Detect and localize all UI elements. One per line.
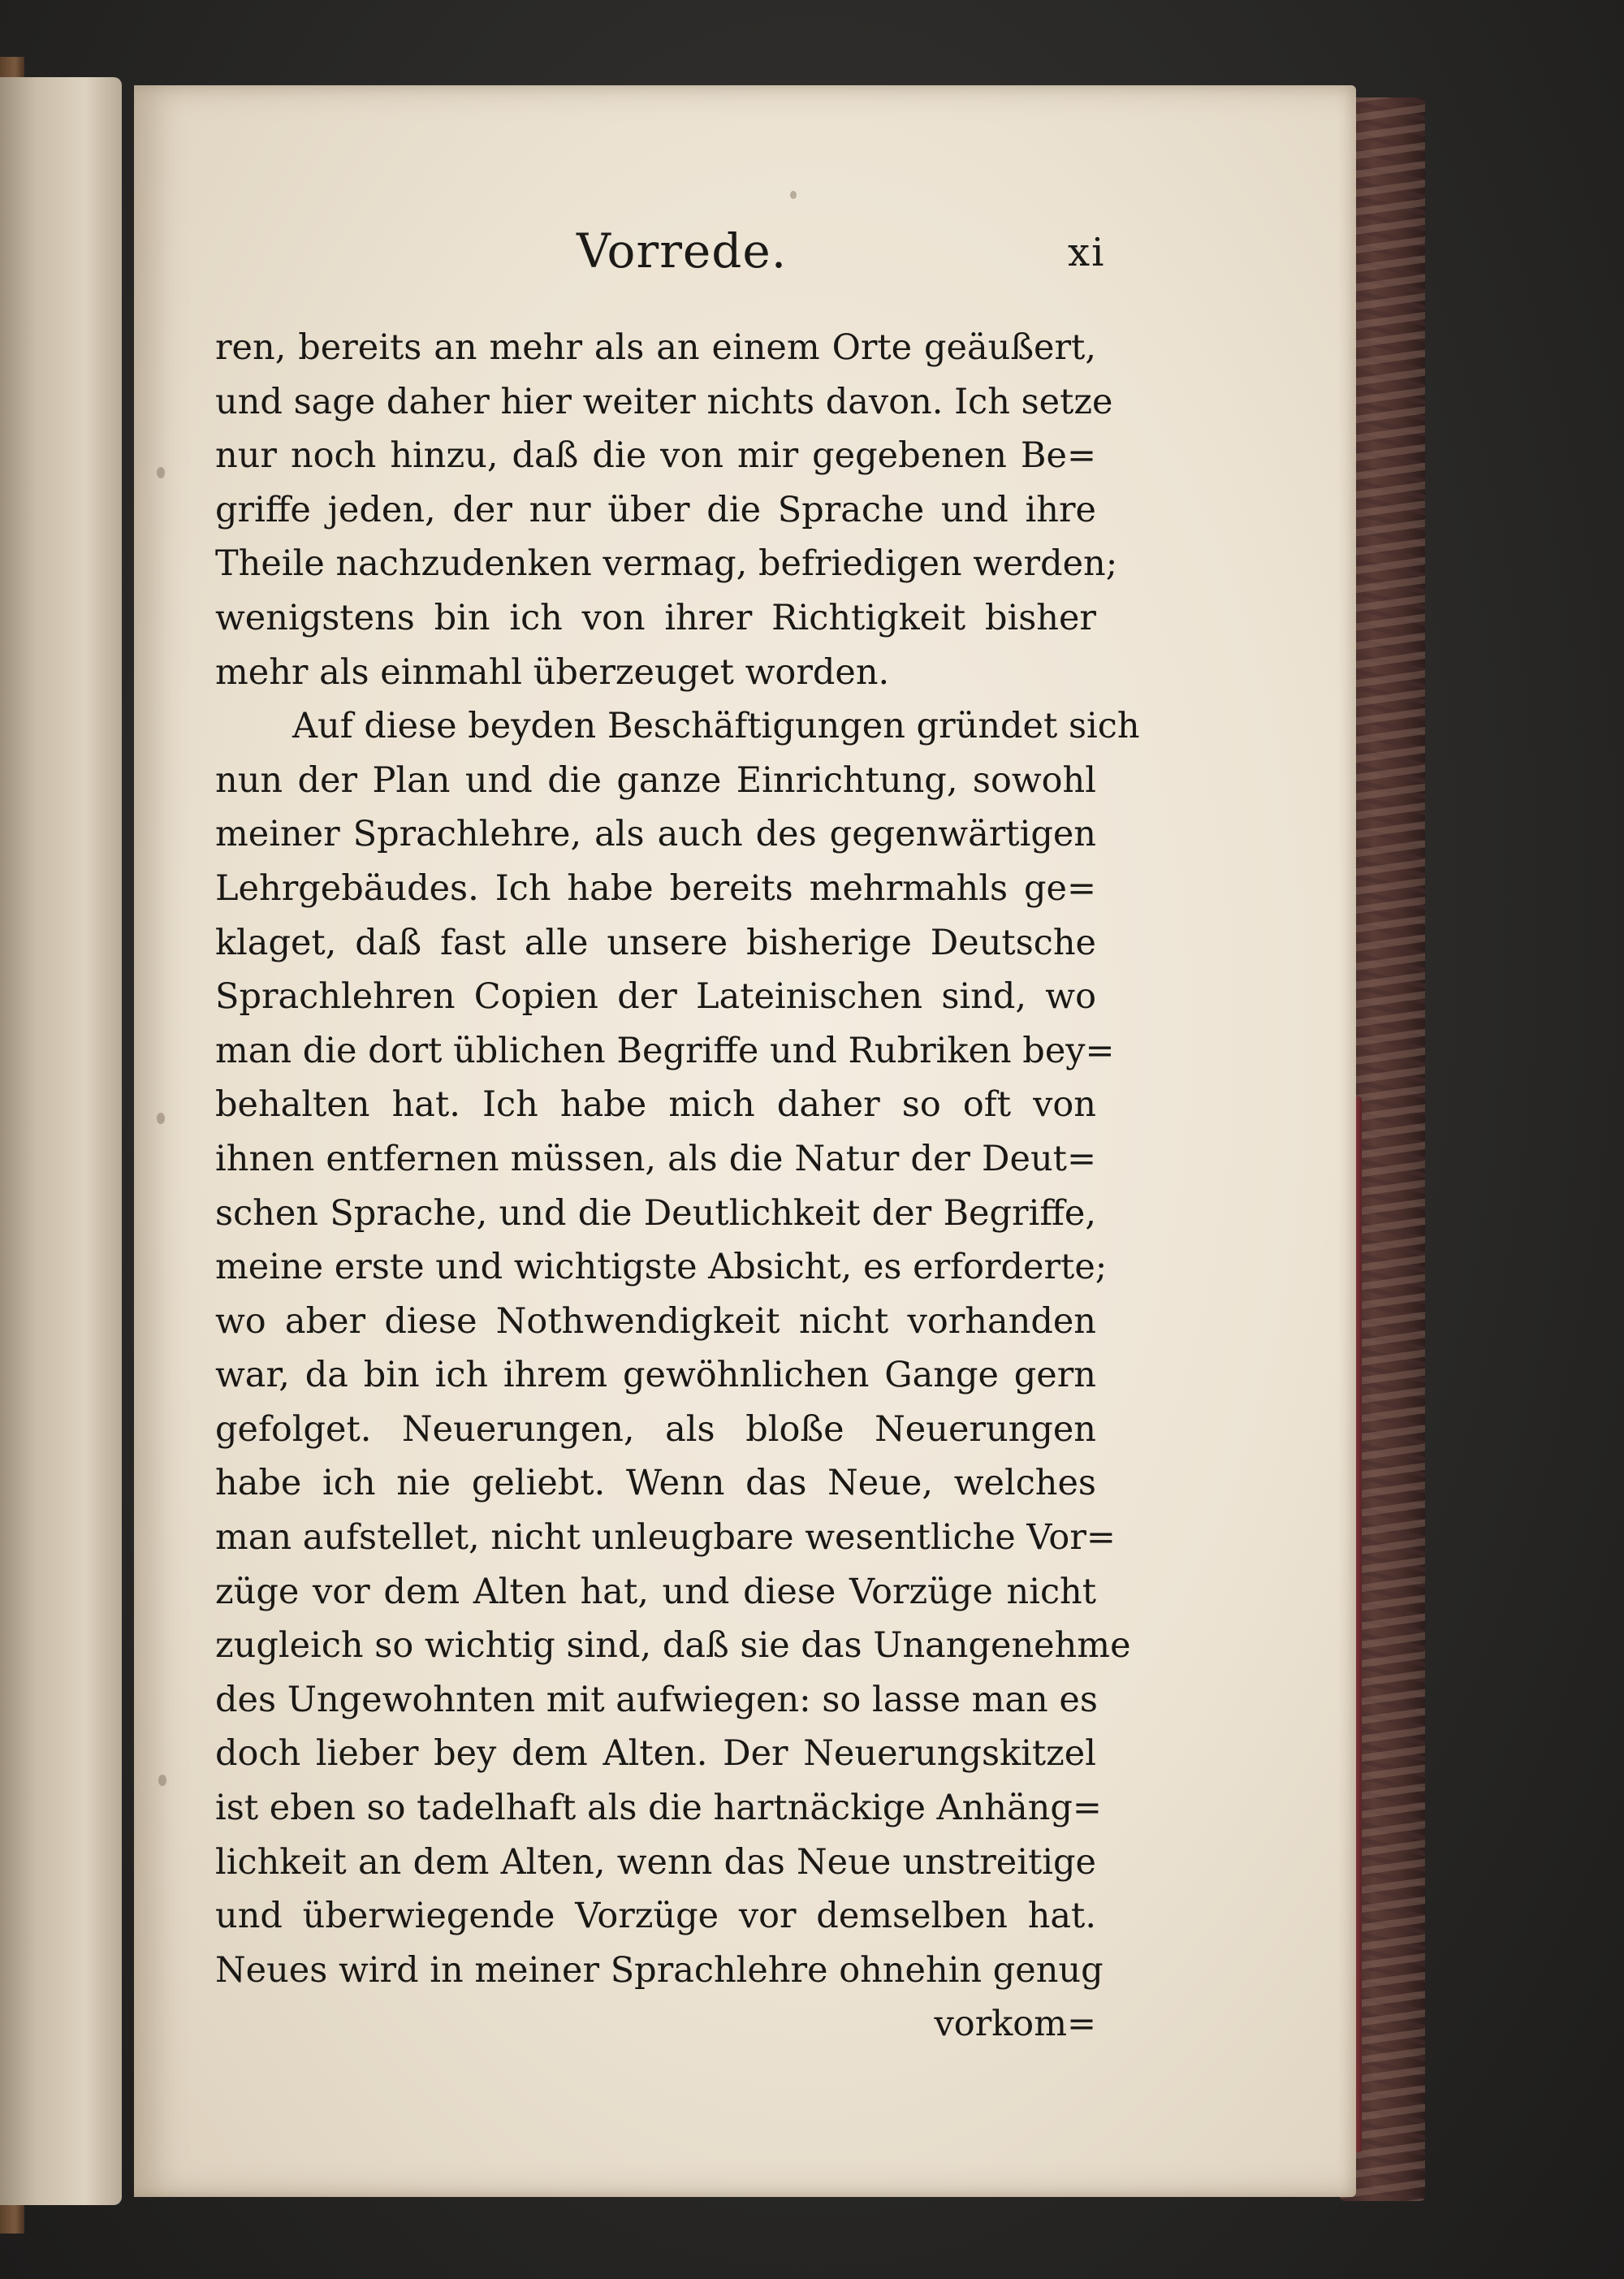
- ink-spot: [158, 1775, 166, 1786]
- text-line: nur noch hinzu, daß die von mir gegebenen Be=: [215, 435, 1096, 477]
- ink-spot: [157, 467, 165, 478]
- text-line: doch lieber bey dem Alten. Der Neuerungskitzel: [215, 1733, 1096, 1775]
- text-line: gefolget. Neuerungen, als bloße Neuerungen: [215, 1408, 1096, 1450]
- text-line: ihnen entfernen müssen, als die Natur der Deut=: [215, 1138, 1096, 1179]
- text-line: und überwiegende Vorzüge vor demselben hat.: [215, 1896, 1096, 1937]
- text-line: ren, bereits an mehr als an einem Orte geäußert,: [215, 327, 1096, 368]
- text-line: Sprachlehren Copien der Lateinischen sind, wo: [215, 976, 1096, 1018]
- page-number: xi: [1068, 230, 1106, 275]
- text-line: meine erste und wichtigste Absicht, es erforderte;: [215, 1247, 1108, 1288]
- book-page: [134, 85, 1356, 2197]
- text-line: klaget, daß fast alle unsere bisherige Deutsche: [215, 922, 1096, 963]
- text-line: lichkeit an dem Alten, wenn das Neue unstreitige: [215, 1841, 1096, 1883]
- text-line: zugleich so wichtig sind, daß sie das Unangenehme: [215, 1625, 1131, 1667]
- text-line: wo aber diese Nothwendigkeit nicht vorhanden: [215, 1300, 1096, 1342]
- text-line: Neues wird in meiner Sprachlehre ohnehin genug: [215, 1949, 1104, 1991]
- text-line: meiner Sprachlehre, als auch des gegenwärtigen: [215, 814, 1096, 855]
- ink-spot: [157, 1113, 165, 1124]
- page-header: [134, 223, 1356, 305]
- text-line: war, da bin ich ihrem gewöhnlichen Gange gern: [215, 1355, 1096, 1396]
- text-line: Lehrgebäudes. Ich habe bereits mehrmahls ge=: [215, 867, 1096, 909]
- text-line: wenigstens bin ich von ihrer Richtigkeit bisher: [215, 597, 1096, 638]
- text-line: schen Sprache, und die Deutlichkeit der Begriffe,: [215, 1192, 1096, 1234]
- text-line: man die dort üblichen Begriffe und Rubriken bey=: [215, 1030, 1115, 1071]
- text-line: des Ungewohnten mit aufwiegen: so lasse man es: [215, 1679, 1098, 1720]
- text-line: behalten hat. Ich habe mich daher so oft von: [215, 1084, 1096, 1126]
- text-line: griffe jeden, der nur über die Sprache und ihre: [215, 489, 1096, 530]
- body-text: [215, 321, 1140, 2052]
- text-line: Auf diese beyden Beschäftigungen gründet sich: [292, 706, 1140, 747]
- catchword: vorkom=: [934, 2004, 1096, 2045]
- text-line: ist eben so tadelhaft als die hartnäckige Anhäng=: [215, 1788, 1102, 1829]
- text-line: mehr als einmahl überzeuget worden.: [215, 651, 890, 693]
- text-line: züge vor dem Alten hat, und diese Vorzüge nicht: [215, 1571, 1096, 1612]
- text-line: man aufstellet, nicht unleugbare wesentliche Vor=: [215, 1517, 1116, 1559]
- text-line: habe ich nie geliebt. Wenn das Neue, welches: [215, 1463, 1096, 1504]
- text-line: und sage daher hier weiter nichts davon. Ich setze: [215, 381, 1113, 422]
- text-line: nun der Plan und die ganze Einrichtung, sowohl: [215, 759, 1096, 801]
- previous-page: [0, 77, 122, 2205]
- running-head: Vorrede.: [577, 223, 788, 279]
- ink-spot: [790, 191, 797, 199]
- text-line: Theile nachzudenken vermag, befriedigen werden;: [215, 543, 1118, 585]
